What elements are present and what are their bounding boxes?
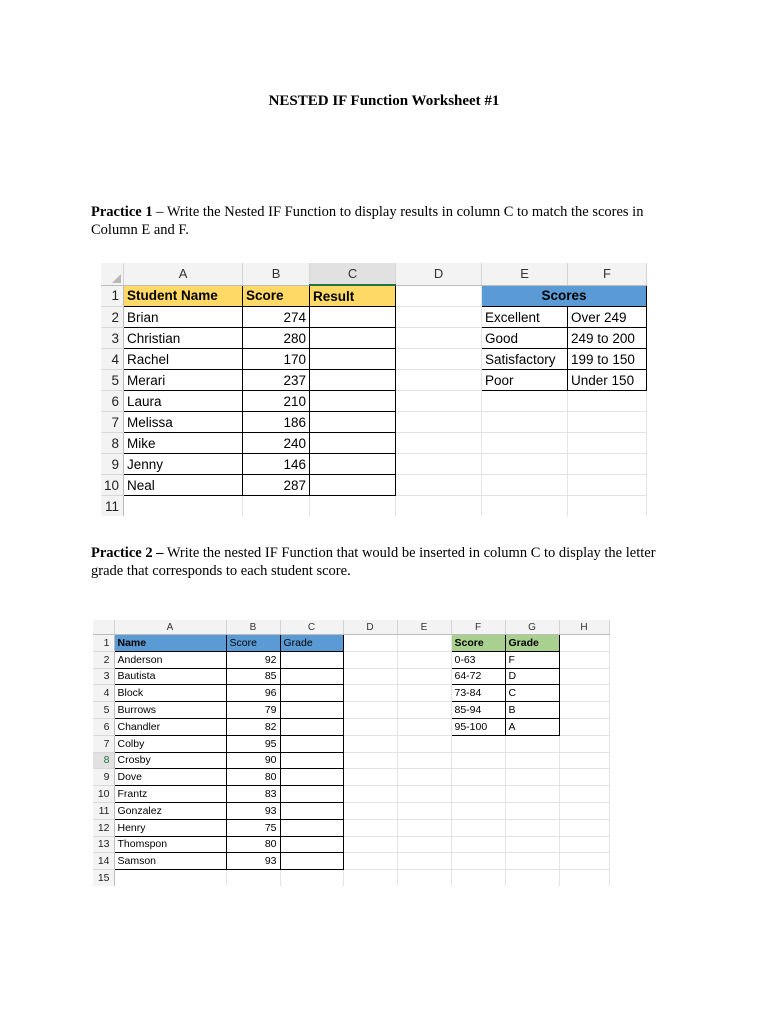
cell[interactable]	[114, 870, 226, 886]
cell-grade[interactable]	[280, 769, 343, 786]
cell-score-range[interactable]	[451, 819, 505, 836]
cell-score-label[interactable]: Satisfactory	[482, 349, 568, 370]
cell-name[interactable]: Burrows	[114, 702, 226, 719]
cell[interactable]	[396, 412, 482, 433]
cell[interactable]	[397, 853, 451, 870]
cell-score[interactable]: 80	[226, 769, 280, 786]
column-header-b[interactable]: B	[226, 620, 280, 635]
cell[interactable]	[343, 819, 397, 836]
row-number[interactable]: 13	[93, 836, 114, 853]
table-row	[93, 685, 609, 702]
cell[interactable]	[397, 702, 451, 719]
cell[interactable]	[343, 685, 397, 702]
row-number[interactable]: 9	[101, 454, 124, 475]
table-row	[93, 718, 609, 735]
cell[interactable]	[343, 769, 397, 786]
cell-score-range[interactable]: 0-63	[451, 651, 505, 668]
header-cell-score[interactable]: Score	[243, 285, 310, 307]
cell-grade[interactable]	[280, 685, 343, 702]
cell-letter-grade[interactable]: F	[505, 651, 559, 668]
cell-score-range[interactable]	[568, 391, 647, 412]
cell-letter-grade[interactable]	[505, 853, 559, 870]
select-all-corner[interactable]	[101, 263, 124, 285]
cell[interactable]	[397, 802, 451, 819]
cell-score[interactable]: 83	[226, 786, 280, 803]
cell-score-range[interactable]	[568, 433, 647, 454]
cell-student-name[interactable]: Melissa	[124, 412, 243, 433]
cell[interactable]	[396, 328, 482, 349]
page-title: NESTED IF Function Worksheet #1	[268, 93, 500, 109]
cell[interactable]	[505, 870, 559, 886]
cell-score-range[interactable]	[568, 454, 647, 475]
cell[interactable]	[397, 752, 451, 769]
cell-score-label[interactable]: Good	[482, 328, 568, 349]
row-number[interactable]: 9	[93, 769, 114, 786]
cell-letter-grade[interactable]	[505, 786, 559, 803]
cell[interactable]	[396, 475, 482, 496]
cell-student-name[interactable]: Mike	[124, 433, 243, 454]
cell-letter-grade[interactable]	[505, 836, 559, 853]
cell-score-label[interactable]: Poor	[482, 370, 568, 391]
row-number[interactable]: 1	[93, 635, 114, 652]
cell-letter-grade[interactable]	[505, 819, 559, 836]
cell-score-range[interactable]	[451, 853, 505, 870]
header-cell-score[interactable]: Score	[226, 635, 280, 652]
column-header-d[interactable]: D	[343, 620, 397, 635]
cell-score[interactable]: 170	[243, 349, 310, 370]
cell-name[interactable]: Frantz	[114, 786, 226, 803]
table-row	[101, 454, 647, 475]
cell-name[interactable]: Colby	[114, 735, 226, 752]
cell-student-name[interactable]: Laura	[124, 391, 243, 412]
cell-score-range[interactable]	[568, 475, 647, 496]
cell[interactable]	[397, 718, 451, 735]
column-header-c[interactable]: C	[280, 620, 343, 635]
column-header-a[interactable]: A	[124, 263, 243, 285]
column-header-f[interactable]: F	[568, 263, 647, 285]
cell[interactable]	[397, 735, 451, 752]
column-header-b[interactable]: B	[243, 263, 310, 285]
cell-score-label[interactable]: Excellent	[482, 307, 568, 328]
cell-score[interactable]: 186	[243, 412, 310, 433]
cell[interactable]	[559, 802, 609, 819]
row-number[interactable]: 4	[101, 349, 124, 370]
cell[interactable]	[559, 651, 609, 668]
row-number[interactable]: 10	[93, 786, 114, 803]
cell-letter-grade[interactable]: D	[505, 668, 559, 685]
cell-result[interactable]	[310, 349, 396, 370]
cell[interactable]	[343, 836, 397, 853]
column-header-e[interactable]: E	[482, 263, 568, 285]
table-row	[101, 391, 647, 412]
table-row	[101, 349, 647, 370]
cell[interactable]	[397, 668, 451, 685]
cell[interactable]	[343, 668, 397, 685]
cell-score[interactable]: 79	[226, 702, 280, 719]
cell-grade[interactable]	[280, 853, 343, 870]
cell-letter-grade[interactable]	[505, 769, 559, 786]
column-header-row	[93, 620, 609, 635]
table-row	[93, 769, 609, 786]
cell-score-range[interactable]	[451, 752, 505, 769]
cell-score-label[interactable]	[482, 475, 568, 496]
cell[interactable]	[343, 802, 397, 819]
cell-grade[interactable]	[280, 718, 343, 735]
cell[interactable]	[397, 819, 451, 836]
cell-student-name[interactable]: Neal	[124, 475, 243, 496]
cell-score[interactable]: 85	[226, 668, 280, 685]
table-row	[93, 802, 609, 819]
cell-score-range[interactable]: 73-84	[451, 685, 505, 702]
select-all-corner[interactable]	[93, 620, 114, 635]
table-row	[93, 668, 609, 685]
row-number[interactable]: 3	[93, 668, 114, 685]
cell[interactable]	[396, 370, 482, 391]
cell-student-name[interactable]: Christian	[124, 328, 243, 349]
table-row	[93, 786, 609, 803]
column-header-e[interactable]: E	[397, 620, 451, 635]
header-cell-scores[interactable]: Scores	[482, 285, 647, 307]
cell-letter-grade[interactable]	[505, 752, 559, 769]
cell-result[interactable]	[310, 475, 396, 496]
cell[interactable]	[124, 496, 243, 517]
row-number[interactable]: 6	[101, 391, 124, 412]
row-number[interactable]: 6	[93, 718, 114, 735]
header-cell-name[interactable]: Name	[114, 635, 226, 652]
table-row	[93, 752, 609, 769]
header-cell-score-range[interactable]: Score	[451, 635, 505, 652]
cell[interactable]	[559, 718, 609, 735]
cell-grade[interactable]	[280, 651, 343, 668]
cell-grade[interactable]	[280, 802, 343, 819]
practice-2-text: Write the nested IF Function that would be inserted in column C to display the letter grade that corresponds to each student score.	[91, 545, 656, 579]
cell[interactable]	[559, 668, 609, 685]
cell[interactable]	[396, 496, 482, 517]
cell-name[interactable]: Henry	[114, 819, 226, 836]
cell-student-name[interactable]: Rachel	[124, 349, 243, 370]
cell-score-label[interactable]	[482, 391, 568, 412]
cell-score[interactable]: 95	[226, 735, 280, 752]
table-row	[101, 285, 647, 307]
cell-result[interactable]	[310, 307, 396, 328]
table-row	[93, 635, 609, 652]
cell-result[interactable]	[310, 328, 396, 349]
cell-name[interactable]: Crosby	[114, 752, 226, 769]
cell-grade[interactable]	[280, 786, 343, 803]
table-row	[93, 819, 609, 836]
cell-score-range[interactable]: 85-94	[451, 702, 505, 719]
cell-score[interactable]: 146	[243, 454, 310, 475]
cell[interactable]	[559, 635, 609, 652]
cell-score[interactable]: 280	[243, 328, 310, 349]
cell[interactable]	[343, 718, 397, 735]
cell[interactable]	[559, 786, 609, 803]
cell[interactable]	[397, 836, 451, 853]
cell-score[interactable]: 93	[226, 802, 280, 819]
table-row	[101, 433, 647, 454]
cell-score[interactable]: 96	[226, 685, 280, 702]
table-row	[101, 328, 647, 349]
cell[interactable]	[397, 769, 451, 786]
cell-name[interactable]: Dove	[114, 769, 226, 786]
cell-score-label[interactable]	[482, 454, 568, 475]
practice-2-label: Practice 2 –	[91, 545, 164, 561]
cell-name[interactable]: Gonzalez	[114, 802, 226, 819]
row-number[interactable]: 14	[93, 853, 114, 870]
cell-score-label[interactable]	[482, 433, 568, 454]
cell[interactable]	[397, 870, 451, 886]
cell-score[interactable]: 80	[226, 836, 280, 853]
column-header-f[interactable]: F	[451, 620, 505, 635]
cell[interactable]	[396, 285, 482, 307]
table-row	[93, 702, 609, 719]
cell-score-range[interactable]: 249 to 200	[568, 328, 647, 349]
cell[interactable]	[343, 702, 397, 719]
cell-letter-grade[interactable]	[505, 802, 559, 819]
cell[interactable]	[559, 819, 609, 836]
table-row	[101, 475, 647, 496]
cell[interactable]	[343, 651, 397, 668]
cell-letter-grade[interactable]: A	[505, 718, 559, 735]
cell[interactable]	[559, 853, 609, 870]
cell-score-range[interactable]: 199 to 150	[568, 349, 647, 370]
cell-score-range[interactable]: Under 150	[568, 370, 647, 391]
cell[interactable]	[559, 752, 609, 769]
cell-score[interactable]: 240	[243, 433, 310, 454]
cell-grade[interactable]	[280, 735, 343, 752]
cell[interactable]	[396, 391, 482, 412]
cell-score-range[interactable]	[451, 786, 505, 803]
cell-score[interactable]: 237	[243, 370, 310, 391]
table-row	[93, 651, 609, 668]
cell[interactable]	[451, 870, 505, 886]
column-header-c[interactable]: C	[310, 263, 396, 285]
row-number[interactable]: 2	[101, 307, 124, 328]
column-header-row	[101, 263, 647, 285]
row-number[interactable]: 3	[101, 328, 124, 349]
cell-score[interactable]: 93	[226, 853, 280, 870]
table-row	[93, 735, 609, 752]
cell[interactable]	[343, 870, 397, 886]
row-number[interactable]: 7	[101, 412, 124, 433]
column-header-a[interactable]: A	[114, 620, 226, 635]
cell[interactable]	[243, 496, 310, 517]
cell-score[interactable]: 210	[243, 391, 310, 412]
cell-result[interactable]	[310, 454, 396, 475]
column-header-h[interactable]: H	[559, 620, 609, 635]
cell[interactable]	[397, 635, 451, 652]
table-row	[101, 412, 647, 433]
cell[interactable]	[559, 735, 609, 752]
row-number[interactable]: 15	[93, 870, 114, 886]
cell-student-name[interactable]: Jenny	[124, 454, 243, 475]
cell[interactable]	[396, 349, 482, 370]
cell[interactable]	[396, 307, 482, 328]
cell-grade[interactable]	[280, 819, 343, 836]
row-number[interactable]: 10	[101, 475, 124, 496]
row-number[interactable]: 8	[93, 752, 114, 769]
cell-score[interactable]: 287	[243, 475, 310, 496]
cell-name[interactable]: Anderson	[114, 651, 226, 668]
cell[interactable]	[559, 769, 609, 786]
cell-letter-grade[interactable]: B	[505, 702, 559, 719]
table-row	[101, 370, 647, 391]
cell-name[interactable]: Thomspon	[114, 836, 226, 853]
cell-score[interactable]: 82	[226, 718, 280, 735]
cell[interactable]	[559, 702, 609, 719]
cell-grade[interactable]	[280, 836, 343, 853]
cell[interactable]	[343, 786, 397, 803]
cell-score-range[interactable]	[568, 412, 647, 433]
table-row	[101, 496, 647, 517]
cell-score-range[interactable]	[451, 735, 505, 752]
cell-letter-grade[interactable]	[505, 735, 559, 752]
cell-grade[interactable]	[280, 668, 343, 685]
cell[interactable]	[397, 651, 451, 668]
cell-grade[interactable]	[280, 752, 343, 769]
cell[interactable]	[397, 685, 451, 702]
cell-student-name[interactable]: Merari	[124, 370, 243, 391]
cell[interactable]	[343, 635, 397, 652]
row-number[interactable]: 7	[93, 735, 114, 752]
practice-1-text: – Write the Nested IF Function to display results in column C to match the scores in Column E and F.	[91, 204, 644, 238]
header-cell-letter-grade[interactable]: Grade	[505, 635, 559, 652]
cell-score-range[interactable]: 95-100	[451, 718, 505, 735]
row-number[interactable]: 4	[93, 685, 114, 702]
cell[interactable]	[343, 853, 397, 870]
cell-name[interactable]: Block	[114, 685, 226, 702]
table-row	[93, 853, 609, 870]
practice-1-instructions	[91, 203, 691, 239]
cell-result[interactable]	[310, 433, 396, 454]
cell[interactable]	[343, 735, 397, 752]
row-number[interactable]: 2	[93, 651, 114, 668]
header-cell-grade[interactable]: Grade	[280, 635, 343, 652]
cell-score-range[interactable]: Over 249	[568, 307, 647, 328]
practice-1-label: Practice 1	[91, 204, 153, 220]
cell-score[interactable]: 92	[226, 651, 280, 668]
cell-result[interactable]	[310, 391, 396, 412]
cell[interactable]	[226, 870, 280, 886]
cell[interactable]	[396, 454, 482, 475]
cell[interactable]	[280, 870, 343, 886]
cell[interactable]	[310, 496, 396, 517]
cell[interactable]	[482, 496, 568, 517]
cell-letter-grade[interactable]: C	[505, 685, 559, 702]
cell-score-range[interactable]	[451, 802, 505, 819]
cell-score[interactable]: 274	[243, 307, 310, 328]
cell[interactable]	[397, 786, 451, 803]
cell[interactable]	[559, 836, 609, 853]
cell-name[interactable]: Chandler	[114, 718, 226, 735]
cell-result[interactable]	[310, 370, 396, 391]
cell[interactable]	[343, 752, 397, 769]
row-number[interactable]: 5	[93, 702, 114, 719]
cell-score[interactable]: 75	[226, 819, 280, 836]
spreadsheet-1	[101, 263, 647, 516]
cell-score-range[interactable]	[451, 769, 505, 786]
column-header-g[interactable]: G	[505, 620, 559, 635]
cell-score[interactable]: 90	[226, 752, 280, 769]
row-number[interactable]: 5	[101, 370, 124, 391]
cell-name[interactable]: Samson	[114, 853, 226, 870]
practice-2-instructions	[91, 544, 691, 580]
row-number[interactable]: 11	[93, 802, 114, 819]
cell[interactable]	[568, 496, 647, 517]
table-row	[101, 307, 647, 328]
cell[interactable]	[559, 685, 609, 702]
cell[interactable]	[396, 433, 482, 454]
cell-score-label[interactable]	[482, 412, 568, 433]
cell-grade[interactable]	[280, 702, 343, 719]
table-row	[93, 870, 609, 886]
cell-name[interactable]: Bautista	[114, 668, 226, 685]
cell-result[interactable]	[310, 412, 396, 433]
row-number[interactable]: 11	[101, 496, 124, 517]
spreadsheet-2	[93, 620, 610, 886]
cell-score-range[interactable]	[451, 836, 505, 853]
column-header-d[interactable]: D	[396, 263, 482, 285]
cell[interactable]	[559, 870, 609, 886]
cell-student-name[interactable]: Brian	[124, 307, 243, 328]
row-number[interactable]: 8	[101, 433, 124, 454]
row-number[interactable]: 1	[101, 285, 124, 307]
select-all-triangle-icon	[112, 274, 121, 283]
header-cell-student-name[interactable]: Student Name	[124, 285, 243, 307]
table-row	[93, 836, 609, 853]
header-cell-result[interactable]: Result	[310, 285, 396, 307]
row-number[interactable]: 12	[93, 819, 114, 836]
cell-score-range[interactable]: 64-72	[451, 668, 505, 685]
